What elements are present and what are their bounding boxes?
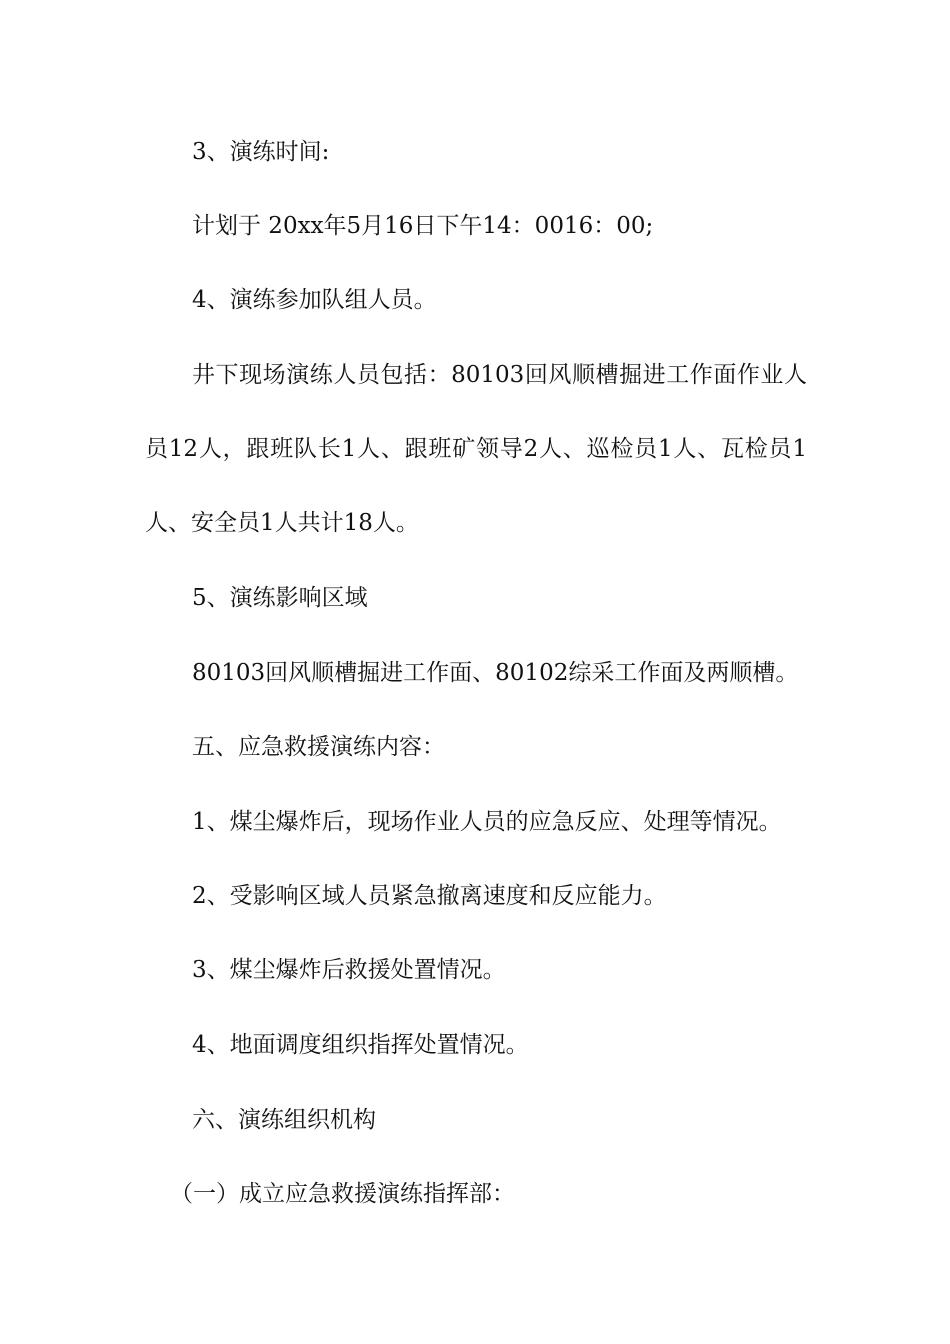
paragraph-affected-area-heading: 5、演练影响区域 <box>192 585 368 611</box>
paragraph-drill-time-heading: 3、演练时间: <box>192 139 330 165</box>
paragraph-participants: 井下现场演练人员包括：80103回风顺槽掘进工作面作业人员12人，跟班队长1人、跟班矿领导2人、巡检员1人、瓦检员1人、安全员1人共计18人。 <box>145 362 807 536</box>
paragraph-content-item-2: 2、受影响区域人员紧急撤离速度和反应能力。 <box>192 883 667 909</box>
paragraph-drill-time: 计划于 20xx年5月16日下午14：0016：00; <box>192 213 654 239</box>
paragraph-section-six-heading: 六、演练组织机构 <box>192 1107 376 1133</box>
paragraph-content-item-4: 4、地面调度组织指挥处置情况。 <box>192 1032 529 1058</box>
paragraph-content-item-3: 3、煤尘爆炸后救援处置情况。 <box>192 957 506 983</box>
paragraph-content-item-1: 1、煤尘爆炸后，现场作业人员的应急反应、处理等情况。 <box>192 809 782 835</box>
paragraph-affected-area: 80103回风顺槽掘进工作面、80102综采工作面及两顺槽。 <box>192 660 799 686</box>
paragraph-command-center-heading: （一）成立应急救援演练指挥部： <box>170 1181 515 1207</box>
paragraph-participants-heading: 4、演练参加队组人员。 <box>192 287 437 313</box>
paragraph-section-five-heading: 五、应急救援演练内容： <box>192 734 445 760</box>
